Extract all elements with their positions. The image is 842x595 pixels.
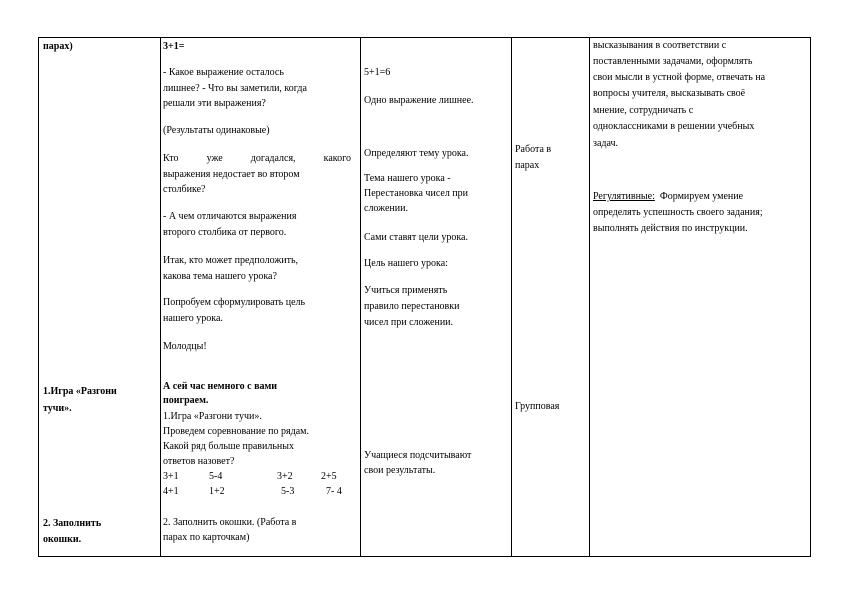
praise: Молодцы! <box>163 341 207 352</box>
regulative-label: Регулятивные: <box>593 191 655 202</box>
stage-game-title-1: 1.Игра «Разгони <box>43 386 117 397</box>
student-goal-self: Сами ставят цели урока. <box>364 232 468 243</box>
student-topic-line-3: сложении. <box>364 203 408 214</box>
example: 3+2 <box>277 471 293 482</box>
goal-prompt-line-1: Попробуем сформулировать цель <box>163 297 306 308</box>
student-extra: Одно выражение лишнее. <box>364 95 474 106</box>
game-intro-line-1: 1.Игра «Разгони тучи». <box>163 411 262 422</box>
column-divider <box>589 38 590 556</box>
fill-task-line-1: 2. Заполнить окошки. (Работа в <box>163 517 297 528</box>
student-topic-line-2: Перестановка чисел при <box>364 188 469 199</box>
student-count-line-1: Учащиеся подсчитывают <box>364 450 472 461</box>
example: 1+2 <box>209 486 225 497</box>
question-difference-line-2: второго столбика от первого. <box>163 227 287 238</box>
question-extra-line-2: лишнее? - Что вы заметили, когда <box>163 83 307 94</box>
regulative-line-2: определять успешность своего задания; <box>593 207 763 218</box>
question-missing-line-1: Кто уже догадался, какого <box>163 153 351 164</box>
work-form-pairs-2: парах <box>515 160 540 171</box>
play-intro-line-2: поиграем. <box>163 395 209 406</box>
example: 2+5 <box>321 471 337 482</box>
student-expression: 5+1=6 <box>364 67 391 78</box>
stage-continued: парах) <box>43 41 73 52</box>
goal-prompt-line-2: нашего урока. <box>163 313 223 324</box>
expression-top: 3+1= <box>163 41 185 52</box>
student-goal-label: Цель нашего урока: <box>364 258 448 269</box>
work-form-group: Групповая <box>515 401 560 412</box>
student-goal-line-3: чисел при сложении. <box>364 317 454 328</box>
example: 7- 4 <box>326 486 342 497</box>
game-intro-line-3: Какой ряд больше правильных <box>163 441 294 452</box>
stage-fill-title-1: 2. Заполнить <box>43 518 102 529</box>
student-goal-line-1: Учиться применять <box>364 285 448 296</box>
outcome-line-6: одноклассниками в решении учебных <box>593 121 755 132</box>
example: 5-4 <box>209 471 223 482</box>
example: 5-3 <box>281 486 295 497</box>
column-divider <box>511 38 512 556</box>
stage-fill-title-2: окошки. <box>43 534 82 545</box>
results-note: (Результаты одинаковые) <box>163 125 270 136</box>
question-extra-line-3: решали эти выражения? <box>163 98 266 109</box>
outcome-line-1: высказывания в соответствии с <box>593 40 727 51</box>
column-divider <box>360 38 361 556</box>
regulative-line-3: выполнять действия по инструкции. <box>593 223 748 234</box>
outcome-line-2: поставленными задачами, оформлять <box>593 56 753 67</box>
outcome-line-7: задач. <box>593 138 619 149</box>
student-count-line-2: свои результаты. <box>364 465 436 476</box>
question-topic-line-2: какова тема нашего урока? <box>163 271 277 282</box>
fill-task-line-2: парах по карточкам) <box>163 532 250 543</box>
question-difference-line-1: - А чем отличаются выражения <box>163 211 297 222</box>
play-intro-line-1: А сей час немного с вами <box>163 381 278 392</box>
question-missing-line-3: столбике? <box>163 184 206 195</box>
question-topic-line-1: Итак, кто может предположить, <box>163 255 299 266</box>
regulative-first: Формируем умение <box>659 191 744 202</box>
examples-row-1 <box>163 470 337 483</box>
example: 3+1 <box>163 471 179 482</box>
work-form-pairs-1: Работа в <box>515 144 552 155</box>
outcome-line-4: вопросы учителя, высказывать своё <box>593 88 746 99</box>
example: 4+1 <box>163 486 179 497</box>
examples-row-2 <box>163 485 342 498</box>
question-missing-line-2: выражения недостает во втором <box>163 169 300 180</box>
outcome-line-3: свои мысли в устной форме, отвечать на <box>593 72 766 83</box>
outcome-line-5: мнение, сотрудничать с <box>593 105 694 116</box>
column-divider <box>160 38 161 556</box>
student-topic-line-1: Тема нашего урока - <box>364 173 451 184</box>
stage-game-title-2: тучи». <box>43 403 72 414</box>
game-intro-line-4: ответов назовет? <box>163 456 235 467</box>
question-extra-line-1: - Какое выражение осталось <box>163 67 284 78</box>
game-intro-line-2: Проведем соревнование по рядам. <box>163 426 309 437</box>
student-goal-line-2: правило перестановки <box>364 301 460 312</box>
lesson-table <box>38 37 811 557</box>
regulative-line-1 <box>593 190 743 203</box>
student-define-topic: Определяют тему урока. <box>364 148 469 159</box>
